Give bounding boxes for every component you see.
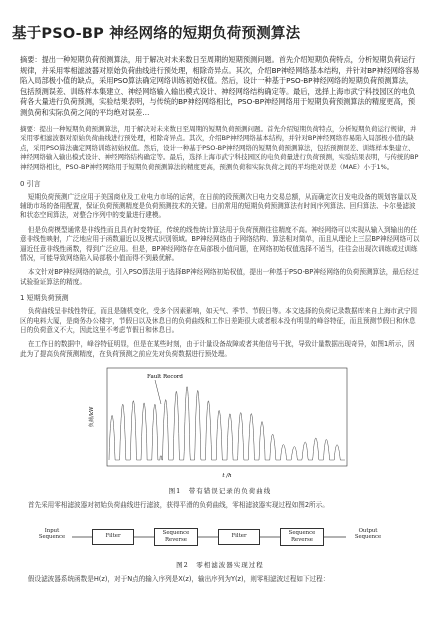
sequence-reverse-box-1: Sequence Reverse (154, 528, 198, 546)
load-curve-series (109, 387, 345, 460)
load-paragraph-4: 假设滤波器系统函数是H(z)，对于N点的输入序列是X(z)，输出序列为Y(z)，则零相滤波过程如下过程： (27, 574, 330, 583)
filter-box-1: Filter (92, 529, 134, 545)
figure-1-caption: 图1 带有错误记录的负荷曲线 (168, 487, 272, 496)
section-heading-load-forecast: 1 短期负荷预测 (20, 294, 69, 303)
intro-paragraph-3: 本文针对BP神经网络的缺点，引入PSO算法用于选择BP神经网络初始权值，提出一种基于PSO-BP神经网络的负荷预测算法，最后经过试验验证算法的精度。 (20, 268, 419, 286)
figure-1-load-curve (85, 364, 355, 482)
intro-paragraph-2: 但是负荷模型通常是非线性而且具有时变特征，传统的线性统计算法用于负荷预测往往精度不高。神经网络可以实现从输入到输出的任意非线性映射，广泛地应用于函数逼近以及模式识别领域。BP神经网络由于网络结构、算法相对简单，而且从理论上三层BP神经网络可以逼近任意非线性函数，得到广泛应用。但是，BP神经网络存在局部极小值问题，在网络初始权值选择不适当，往往会出现次训练或过训练情况，可能导致网络陷入局部极小值而得不到最优解。 (20, 225, 420, 262)
load-paragraph-2: 在工作日的数据中，峰谷特征明显，但是在某些时刻，由于计量设备故障或者其他信号干扰，导致计量数据出现奇异，如图1所示，因此为了提高负荷预测精度，在负荷预测之前应先对负荷数据进行预处理。 (20, 340, 415, 358)
load-curve-plot (85, 364, 355, 482)
intro-paragraph-1: 短期负荷预测广泛应用于美国商业及工业电力市场的运营，在日前的段预测次日电力交易总额，从而确定次日发电设备的规划容量以及辅助市场的备用配置，保证负荷预测精度是负荷预测技术的关键。目前常用的短期负荷预测算法有时间序列算法、回归算法、卡尔曼滤波和状态空间算法，对整合序列中的变量进行建模。 (20, 192, 417, 220)
filter-box-2: Filter (218, 529, 260, 545)
load-curve-line (109, 387, 345, 460)
section-heading-intro: 0 引言 (20, 179, 41, 188)
output-sequence-label: Output Sequence (354, 527, 382, 541)
sequence-reverse-box-2: Sequence Reverse (280, 528, 324, 546)
y-axis-label: 负荷/kW (89, 406, 95, 428)
abstract-secondary: 摘要：提出一种短期负荷预测算法，用于解决对未来数日至周期的短期负荷预测问题。首先介绍短期负荷特点，分析短期负荷运行规律，并采用零相滤波器对原始负荷曲线进行预处理，相除奇异点。其次，介绍BP神经网络基本结构，并针对BP神经网络容易陷入局部极小值的缺点，采用PSO算法确定网络训练初始权值。然后，设计一种基于PSO-BP神经网络的短期负荷预测算法，包括预测误差、训练样本集建立、神经网络输入输出模式设计、神经网络结构确定等。最后，选择上海市武宁科技园区的电负荷量进行负荷预测，实验结果表明，与传统的BP神经网络相比，PSO-BP神经网络用于短期负荷预测算法的精度更高，预测负荷和实际负荷之间的平均绝对误差（MAE）小于1%。 (20, 124, 419, 171)
figure-2-caption: 图2 零相滤波器实现过程 (176, 560, 264, 569)
annotation-arrow (155, 380, 161, 404)
figure-2-zero-phase-filter (30, 516, 410, 558)
abstract-cn: 摘要：提出一种短期负荷预测算法，用于解决对未来数日至周期的短期预测问题。首先介绍短期负荷特点，分析短期负荷运行规律，并采用零相滤波器对原始负荷曲线进行预处理，相除奇异点。其次，介绍BP神经网络基本结构，并针对BP神经网络容易陷入局部极小值的缺点，采用PSO算法确定网络训练初始权值。然后，设计一种基于PSO-BP神经网络的短期负荷预测算法，包括预测误差、训练样本集建立、神经网络输入输出模式设计、神经网络结构确定等。最后，选择上海市武宁科技园区的电负荷各大量进行负荷预测，实验结果表明，与传统的BP神经网络相比，PSO-BP神经网络用于短期负荷预测算法的精度更高，预测负荷和实际负荷之间的平均绝对误差… (20, 55, 420, 117)
x-axis-label: t /h (222, 473, 232, 480)
load-paragraph-1: 负荷曲线呈非线性特征，而且是随机变化，受多个因素影响，如天气、季节、节假日等。本文选择的负荷记录数据库来自上海市武宁园区的电料大厦，是商务办公楼宇，节假日以及休息日的负荷曲线和工作日差距很大或者根本没有明显的峰谷特征，而且预测节假日和休息日的负荷意义不大，因此这里不考虑节假日和休息日。 (20, 307, 417, 334)
load-paragraph-3: 首先采用零相滤波器对初始负荷曲线进行滤波，获得平滑的负荷曲线，零相滤波器实现过程如图2所示。 (27, 501, 329, 510)
fault-record-annotation: Fault Record (147, 374, 183, 381)
paper-title: 基于PSO-BP 神经网络的短期负荷预测算法 (12, 26, 301, 42)
input-sequence-label: Input Sequence (38, 527, 66, 541)
